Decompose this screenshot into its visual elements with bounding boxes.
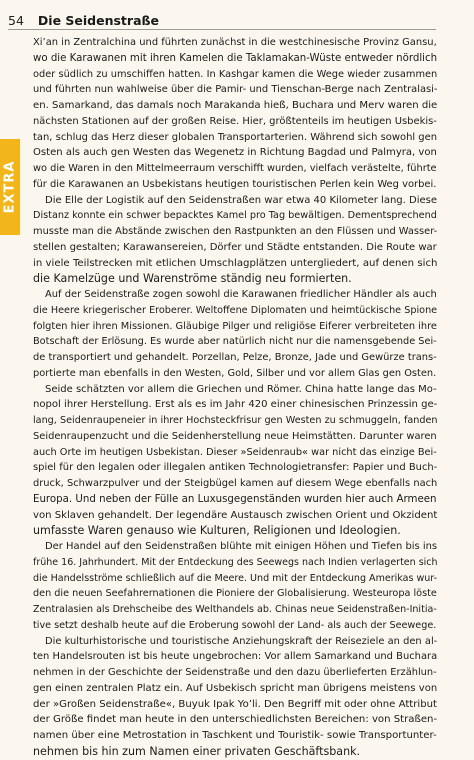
text-line: Seide schätzten vor allem die Griechen und Römer. China hatte lange das Mo- bbox=[45, 383, 437, 395]
text-line: Xi’an in Zentralchina und führten zunächst in die westchinesische Provinz Gansu, bbox=[33, 37, 437, 48]
text-line: en. Samarkand, das damals noch Marakanda hieß, Buchara und Merv waren die bbox=[33, 100, 438, 111]
paragraph bbox=[33, 193, 437, 288]
text-line: musste man die Abstände zwischen den Rastpunkten an den Flüssen und Wasser- bbox=[33, 226, 438, 237]
text-line: portierte man ebenfalls in den Westen, Gold, Silber und vor allem Glas gen Osten. bbox=[33, 367, 437, 379]
text-line: Osten als auch gen Westen das Wegenetz in Richtung Bagdad und Palmyra, von bbox=[33, 147, 437, 159]
text-line: Zentralasien als Drehscheibe des Welthandels ab. Chinas neue Seidenstraßen-Initia- bbox=[33, 604, 437, 615]
header-divider bbox=[8, 29, 436, 30]
text-line: den die neuen Seefahrernationen die Pioniere der Globalisierung. Westeuropa löste bbox=[33, 588, 437, 600]
text-line: frühe 16. Jahrhundert. Mit der Entdeckung des Seewegs nach Indien verlagerten sich bbox=[33, 556, 438, 568]
text-line: lang, Seidenraupeneier in ihrer Hochsteckfrisur gen Westen zu schmuggeln, fanden bbox=[33, 415, 438, 426]
text-line: Die Elle der Logistik auf den Seidenstraßen war etwa 40 Kilometer lang. Diese bbox=[45, 194, 438, 206]
text-line: Die kulturhistorische und touristische Anziehungskraft der Reiseziele an den al- bbox=[45, 635, 438, 647]
paragraph bbox=[33, 539, 437, 634]
text-line: die Heere kriegerischer Eroberer. Weltoffene Diplomaten und heimtückische Spione bbox=[33, 304, 438, 316]
chapter-title: Die Seidenstraße bbox=[37, 12, 159, 28]
text-line: nopol ihrer Herstellung. Erst als es im Jahr 420 einer chinesischen Prinzessin ge- bbox=[33, 399, 438, 411]
text-line: wo die Karawanen mit ihren Kamelen die Taklamakan-Wüste entweder nördlich bbox=[33, 52, 438, 64]
text-line: tive setzt deshalb heute auf die Eroberung sowohl der Land- als auch der Seewege. bbox=[33, 619, 437, 631]
text-line: wo die Waren in den Mittelmeerraum verschifft wurden, vielfach verästelte, führte bbox=[33, 163, 437, 174]
page-number: 54 bbox=[8, 12, 24, 28]
text-line: umfasste Waren genauso wie Kulturen, Religionen und Ideologien. bbox=[33, 524, 401, 538]
text-line: druck, Schwarzpulver und der Steigbügel kamen auf diesem Wege ebenfalls nach bbox=[33, 478, 438, 489]
paragraph bbox=[33, 634, 437, 760]
text-line: nehmen bis hin zum Namen einer privaten Geschäftsbank. bbox=[33, 744, 361, 758]
text-line: Der Handel auf den Seidenstraßen blühte mit einigen Höhen und Tiefen bis ins bbox=[45, 541, 438, 552]
running-header bbox=[8, 10, 436, 30]
text-line: für die Karawanen an Usbekistans heutigen touristischen Perlen kein Weg vorbei. bbox=[33, 178, 437, 190]
text-line: namen über eine Metrostation in Taschkent und Touristik- sowie Transportunter- bbox=[33, 730, 437, 741]
text-line: von Sklaven gehandelt. Der legendäre Austausch zwischen Orient und Okzident bbox=[33, 509, 438, 521]
text-line: Botschaft der Erlösung. Es wurde aber natürlich nicht nur die namensgebende Sei- bbox=[33, 336, 437, 348]
paragraph bbox=[33, 287, 437, 382]
text-line: Europa. Und neben der Fülle an Luxusgegenständen wurden hier auch Armeen bbox=[33, 493, 437, 505]
text-line: de transportiert und gehandelt. Porzellan, Pelze, Bronze, Jade und Gewürze trans- bbox=[33, 352, 437, 363]
text-line: Seidenraupenzucht und die Seidenherstellung neue Heimstätten. Darunter waren bbox=[33, 430, 437, 442]
text-line: tan, schlug das Herz dieser globalen Transportarterien. Während sich sowohl gen bbox=[33, 131, 438, 143]
text-line: auch Orte im heutigen Usbekistan. Dieser »Seidenraub« war nicht das einzige Bei- bbox=[33, 446, 437, 458]
body-text bbox=[33, 35, 437, 760]
text-line: der Größe findet man heute in den unterschiedlichsten Bereichen: von Straßen- bbox=[33, 714, 438, 726]
text-line: Distanz konnte ein schwer bepacktes Kamel pro Tag bewältigen. Dementsprechend bbox=[33, 210, 437, 222]
text-line: stellen gestalten; Karawansereien, Dörfer und Städte entstanden. Die Route war bbox=[33, 241, 437, 253]
text-line: oder südlich zu umschiffen hatten. In Kashgar kamen die Wege wieder zusammen bbox=[33, 68, 438, 80]
text-line: gen einen zentralen Platz ein. Auf Usbekisch spricht man übrigens meistens von bbox=[33, 682, 438, 694]
extra-tab-label: EXTRA bbox=[2, 160, 18, 214]
paragraph bbox=[33, 382, 437, 540]
text-line: nächsten Stationen auf der großen Reise. Hier, größtenteils im heutigen Usbekis- bbox=[33, 115, 437, 127]
text-line: die Handelsströme schließlich auf die Meere. Und mit der Entdeckung Amerikas wur- bbox=[33, 572, 438, 584]
text-line: Auf der Seidenstraße zogen sowohl die Karawanen friedlicher Händler als auch bbox=[45, 289, 437, 300]
text-line: die Kamelzüge und Warenströme ständig neu formierten. bbox=[33, 272, 352, 286]
extra-side-tab bbox=[0, 139, 20, 235]
text-line: ten Handelsrouten ist bis heute ungebrochen: Vor allem Samarkand und Buchara bbox=[33, 651, 438, 663]
text-line: folgten hier ihren Missionen. Gläubige Pilger und religiöse Eiferer verbreiteten ihre bbox=[33, 320, 437, 332]
paragraph bbox=[33, 35, 437, 193]
text-line: spiel für den legalen oder illegalen antiken Technologietransfer: Papier und Buch- bbox=[33, 462, 438, 474]
text-line: und führten nun wahlweise über die Pamir- und Tienschan-Berge nach Zentralasi- bbox=[33, 84, 438, 96]
text-line: der »Großen Seidenstraße«, Buyuk Ipak Yo’li. Den Begriff mit oder ohne Attribut bbox=[33, 698, 437, 710]
text-line: in viele Teilstrecken mit etlichen Umschlagplätzen untergliedert, auf denen sich bbox=[33, 257, 438, 269]
text-line: nehmen in der Geschichte der Seidenstraße und den dazu überlieferten Erzählun- bbox=[33, 667, 437, 678]
